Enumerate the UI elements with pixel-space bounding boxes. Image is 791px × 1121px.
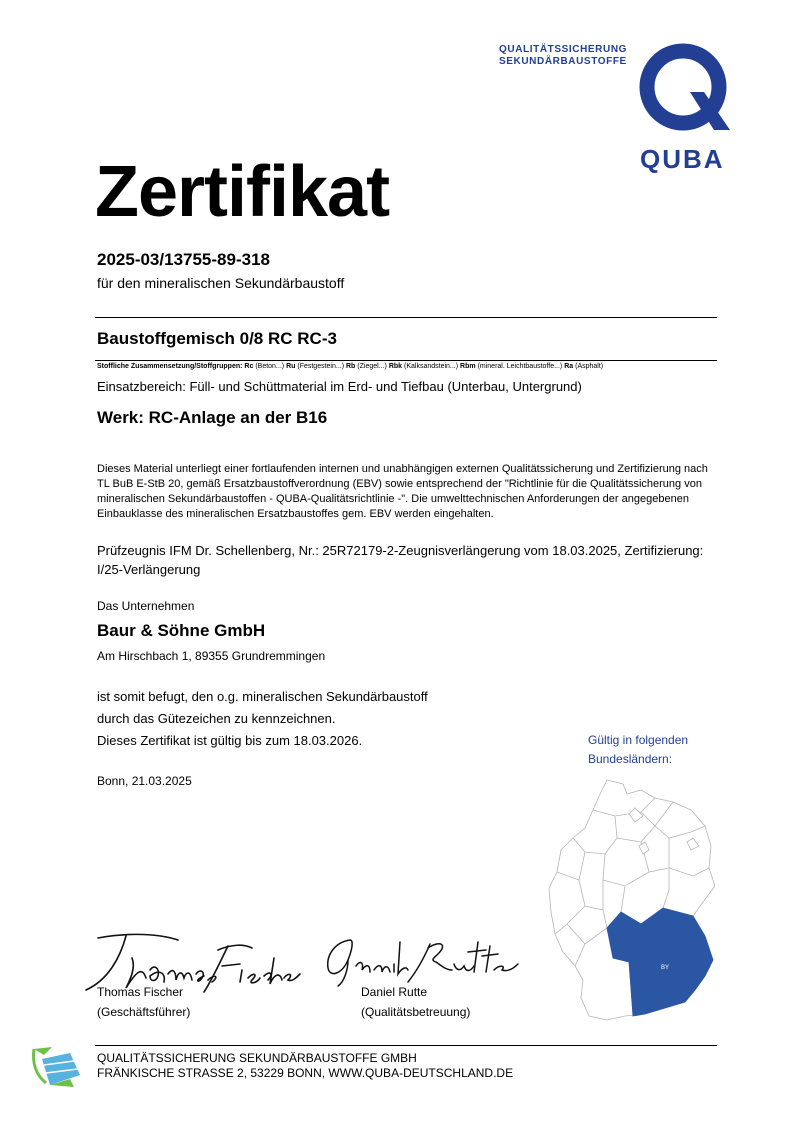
- page-title: Zertifikat: [95, 152, 390, 232]
- usage-area: Einsatzbereich: Füll- und Schüttmaterial im Erd- und Tiefbau (Unterbau, Untergrund): [97, 379, 582, 394]
- bavaria-label: BY: [661, 965, 670, 971]
- signer-role: (Qualitätsbetreuung): [361, 1005, 471, 1019]
- divider-top: [95, 317, 717, 318]
- authorization-line: durch das Gütezeichen zu kennzeichnen.: [97, 711, 336, 726]
- org-name-line2: SEKUNDÄRBAUSTOFFE: [499, 56, 627, 67]
- group-code: Rbm: [460, 363, 476, 370]
- validity-line: Bundesländern:: [588, 752, 673, 766]
- signature-daniel-rutte: [318, 930, 523, 990]
- germany-map: [545, 776, 715, 1026]
- quba-q-logo-icon: [638, 42, 732, 136]
- group-code: Rb: [346, 363, 356, 370]
- authorization-text: [97, 686, 428, 752]
- certificate-subject: für den mineralischen Sekundärbaustoff: [97, 275, 345, 291]
- group-desc: (Festgestein...): [297, 363, 345, 370]
- authorization-line: ist somit befugt, den o.g. mineralischen Sekundärbaustoff: [97, 689, 428, 704]
- footer-line: QUALITÄTSSICHERUNG SEKUNDÄRBAUSTOFFE GMBH: [97, 1051, 417, 1065]
- validity-states-label: [588, 731, 688, 769]
- composition-label: Stoffliche Zusammensetzung/Stoffgruppen:: [97, 363, 243, 370]
- footer-line: FRÄNKISCHE STRASSE 2, 53229 BONN, WWW.QUBA-DEUTSCHLAND.DE: [97, 1066, 514, 1080]
- company-intro: Das Unternehmen: [97, 599, 195, 613]
- place-date: Bonn, 21.03.2025: [97, 774, 192, 788]
- signer-name: Daniel Rutte: [361, 985, 428, 999]
- signer-1: [97, 982, 190, 1022]
- signer-role: (Geschäftsführer): [97, 1005, 191, 1019]
- group-desc: (Ziegel...): [357, 363, 387, 370]
- plant-name: Werk: RC-Anlage an der B16: [97, 408, 328, 427]
- logo-wordmark: QUBA: [640, 144, 725, 174]
- validity-date-line: Dieses Zertifikat ist gültig bis zum 18.03.2026.: [97, 733, 363, 748]
- certificate-number: 2025-03/13755-89-318: [97, 250, 270, 269]
- group-code: Rbk: [388, 363, 403, 370]
- group-desc: (mineral. Leichtbaustoffe...): [477, 363, 563, 370]
- footer-divider: [95, 1045, 717, 1046]
- org-name: [499, 44, 627, 68]
- group-code: Rc: [244, 363, 254, 370]
- org-name-line1: QUALITÄTSSICHERUNG: [499, 44, 628, 55]
- group-desc: (Kalksandstein...): [404, 363, 459, 370]
- company-address: Am Hirschbach 1, 89355 Grundremmingen: [97, 649, 326, 663]
- divider-product: [95, 360, 717, 361]
- quality-paragraph: Dieses Material unterliegt einer fortlaufenden internen und unabhängigen externen Qualitätssicherung und Zertifizierung nach TL BuB E-StB 20, gemäß Ersatzbaustoffverordnung (EBV) sowie entsprechend der "Richtlinie für die Qualitätssicherung von mineralischen Sekundärbaustoffen - QUBA-Qualitätsrichtlinie -". Die umwelttechnischen Anforderungen der angegebenen Einbauklasse des mineralischen Ersatzbaustoffes gem. EBV werden eingehalten.: [97, 463, 708, 520]
- group-desc: (Asphalt): [575, 363, 604, 370]
- company-name: Baur & Söhne GmbH: [97, 621, 266, 640]
- footer: [97, 1051, 513, 1081]
- group-code: Ra: [564, 363, 574, 370]
- material-composition: [97, 363, 603, 370]
- signer-name: Thomas Fischer: [97, 985, 184, 999]
- footer-recycling-logo-icon: [30, 1045, 85, 1090]
- validity-line: Gültig in folgenden: [588, 733, 689, 747]
- signer-2: [361, 982, 470, 1022]
- product-name: Baustoffgemisch 0/8 RC RC-3: [97, 329, 337, 348]
- test-report: Prüfzeugnis IFM Dr. Schellenberg, Nr.: 25R72179-2-Zeugnisverlängerung vom 18.03.2025, Zertifizierung: I/25-Verlängerung: [97, 543, 704, 577]
- group-desc: (Beton...): [255, 363, 285, 370]
- group-code: Ru: [286, 363, 296, 370]
